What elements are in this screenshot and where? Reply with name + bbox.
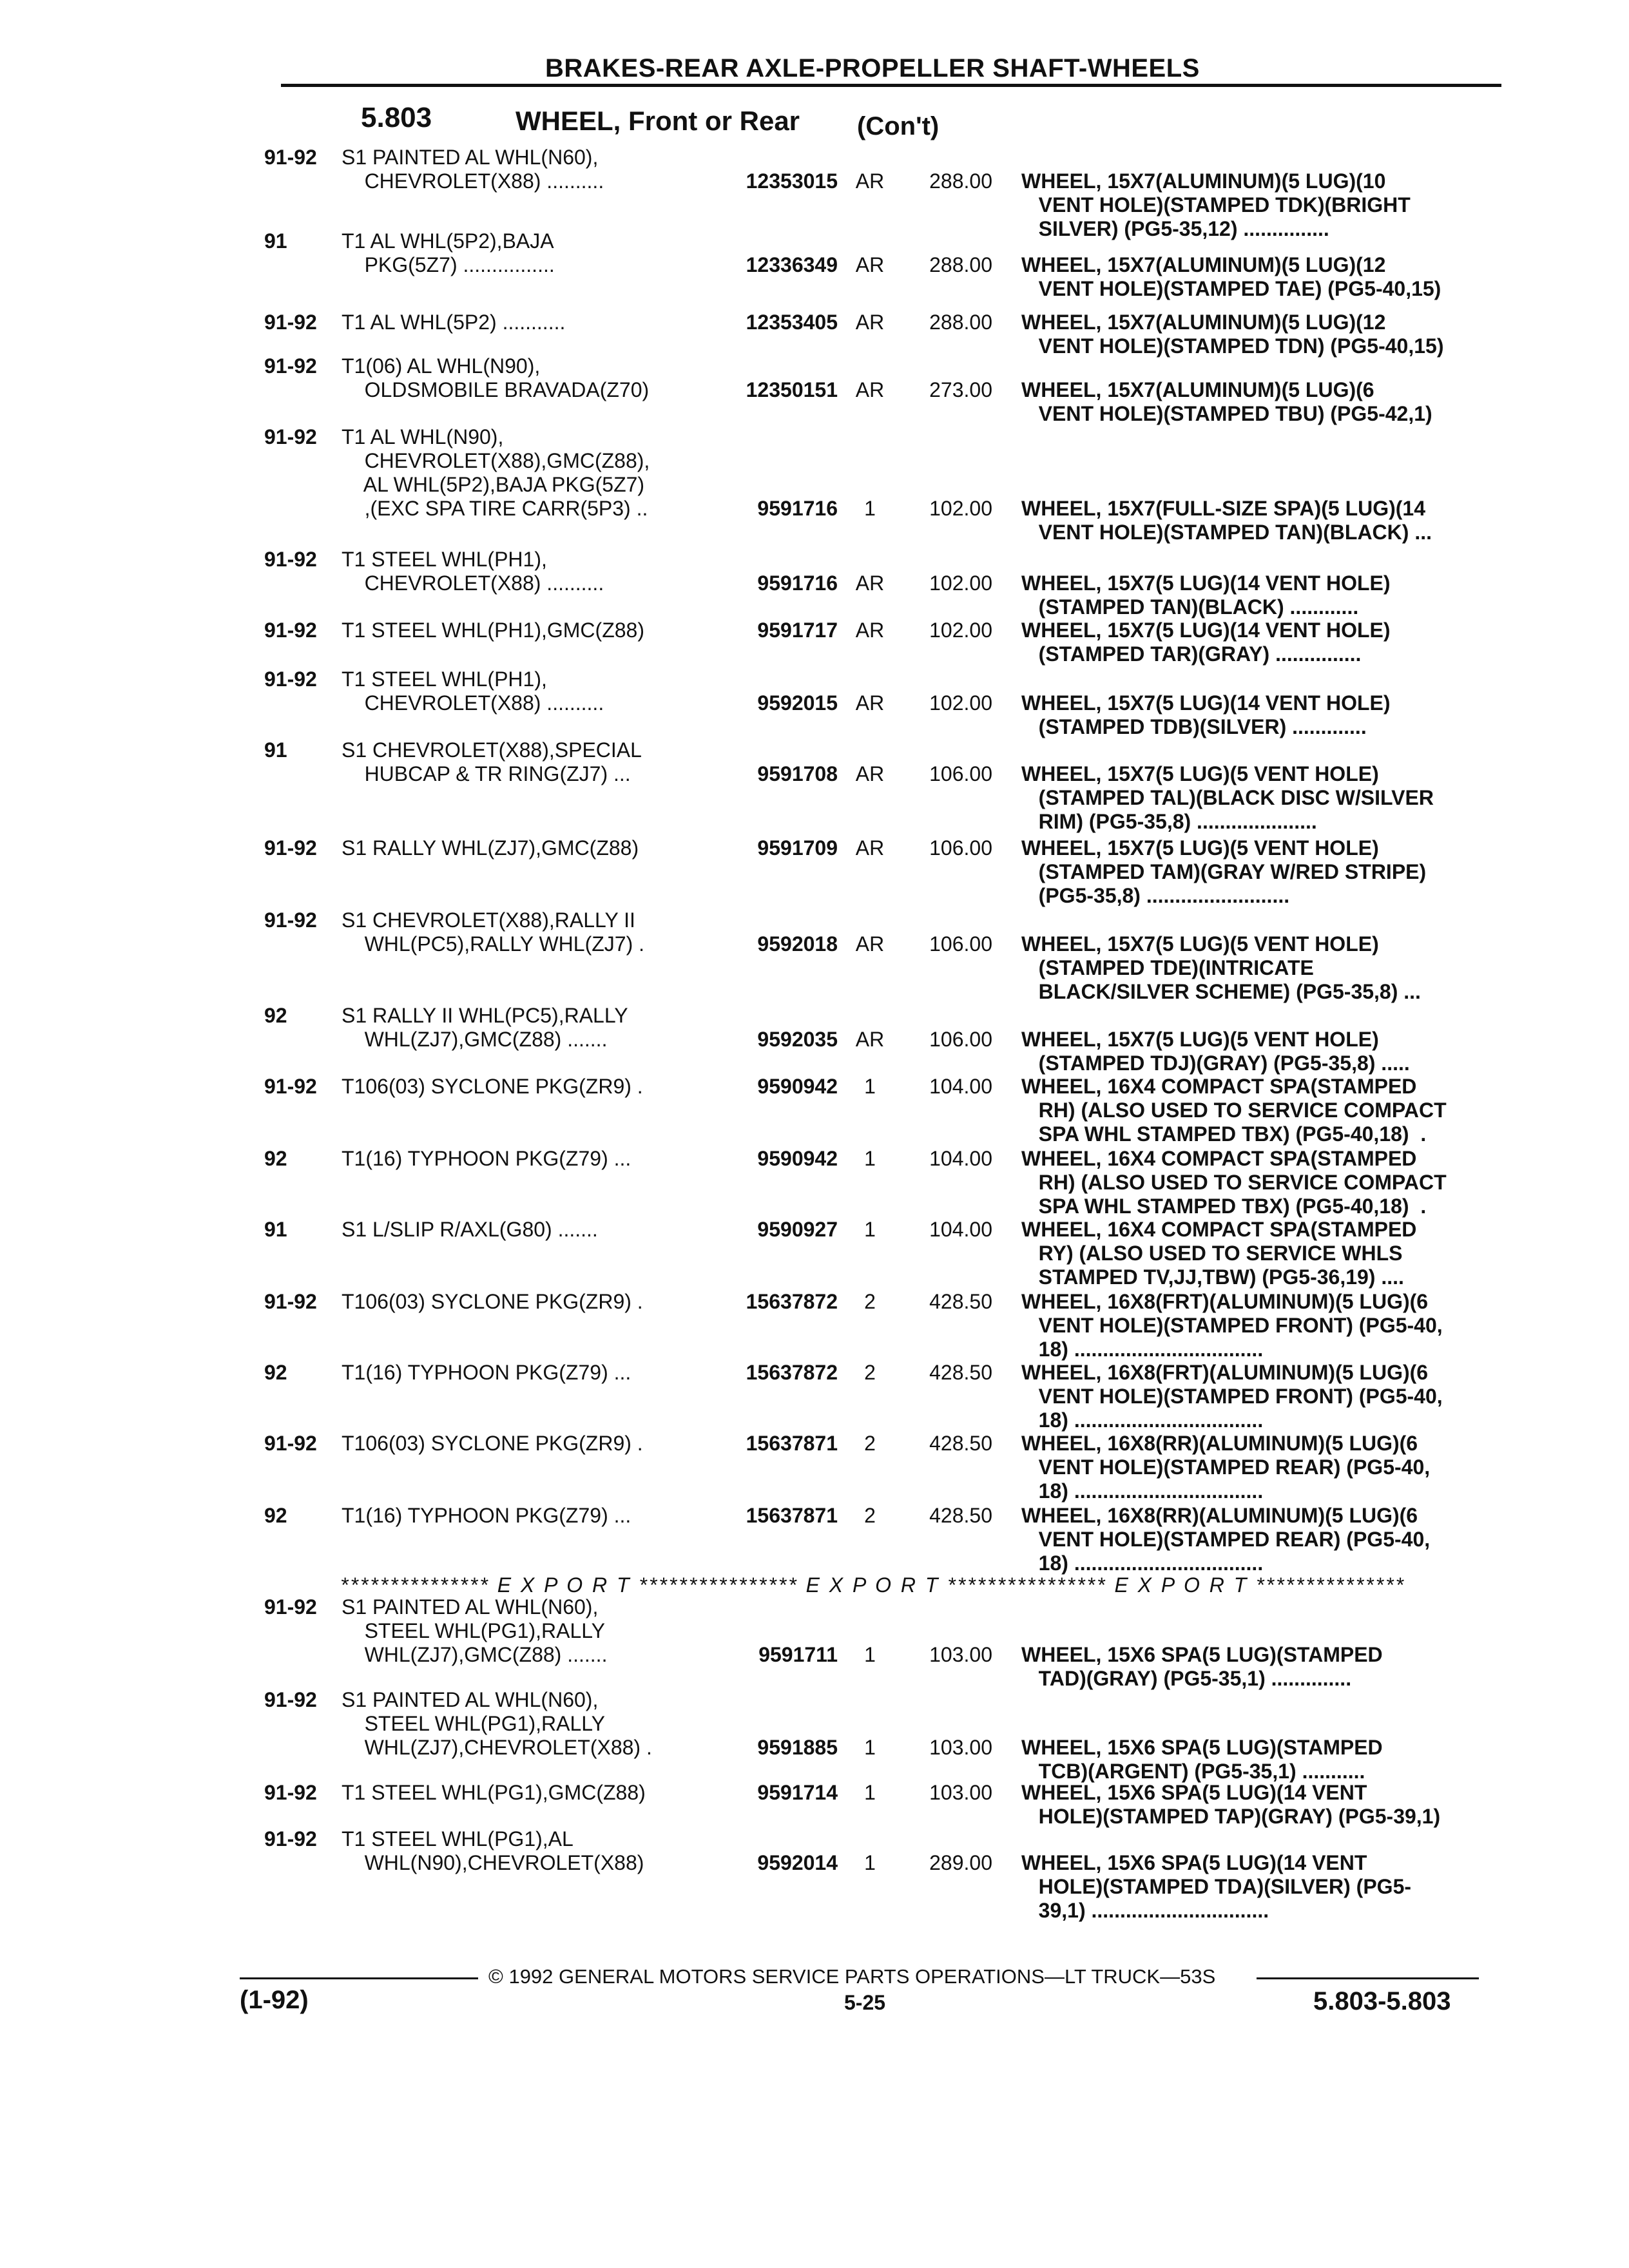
part-description: WHEEL, 16X8(RR)(ALUMINUM)(5 LUG)(6 [1021, 1504, 1418, 1527]
part-description: (STAMPED TDE)(INTRICATE [1021, 956, 1314, 979]
part-number: 9591717 [757, 619, 838, 642]
part-description: VENT HOLE)(STAMPED TAN)(BLACK) ... [1021, 521, 1432, 544]
part-description: WHEEL, 16X8(FRT)(ALUMINUM)(5 LUG)(6 [1021, 1290, 1429, 1313]
part-description: WHEEL, 15X7(5 LUG)(5 VENT HOLE) [1021, 1028, 1379, 1051]
footer-section-ref: 5.803-5.803 [1313, 1987, 1451, 2015]
part-description: WHEEL, 15X7(5 LUG)(5 VENT HOLE) [1021, 762, 1379, 785]
part-description: 18) ................................. [1021, 1552, 1264, 1575]
list-price: 102.00 [929, 572, 992, 595]
part-number: 15637871 [746, 1504, 838, 1527]
quantity: AR [855, 378, 885, 401]
usage-description: T1 AL WHL(5P2),BAJA [342, 229, 554, 253]
usage-description: T1 STEEL WHL(PH1), [342, 548, 547, 571]
table-row [0, 548, 1629, 619]
part-description: WHEEL, 15X7(FULL-SIZE SPA)(5 LUG)(14 [1021, 497, 1426, 520]
part-description: (STAMPED TDJ)(GRAY) (PG5-35,8) ..... [1021, 1052, 1410, 1075]
usage-description: T1 STEEL WHL(PH1),GMC(Z88) [342, 619, 644, 642]
part-number: 15637872 [746, 1290, 838, 1313]
usage-description: S1 CHEVROLET(X88),RALLY II [342, 908, 635, 932]
part-number: 9590942 [757, 1075, 838, 1098]
model-year: 91-92 [264, 311, 317, 334]
table-row [0, 738, 1629, 833]
table-row [0, 1781, 1629, 1829]
part-description: VENT HOLE)(STAMPED TAE) (PG5-40,15) [1021, 277, 1441, 300]
quantity: 1 [864, 1781, 876, 1804]
table-row [0, 1290, 1629, 1361]
quantity: AR [855, 311, 885, 334]
quantity: 1 [864, 1851, 876, 1874]
quantity: AR [855, 932, 885, 956]
list-price: 103.00 [929, 1781, 992, 1804]
quantity: 1 [864, 497, 876, 520]
quantity: 1 [864, 1643, 876, 1666]
table-row [0, 1147, 1629, 1218]
quantity: 1 [864, 1218, 876, 1241]
list-price: 289.00 [929, 1851, 992, 1874]
usage-description: CHEVROLET(X88),GMC(Z88), [342, 449, 650, 472]
part-description: VENT HOLE)(STAMPED FRONT) (PG5-40, [1021, 1314, 1443, 1337]
model-year: 91-92 [264, 1781, 317, 1804]
table-row [0, 1004, 1629, 1075]
header-rule [281, 84, 1501, 87]
part-number: 9591714 [757, 1781, 838, 1804]
part-description: WHEEL, 16X8(RR)(ALUMINUM)(5 LUG)(6 [1021, 1432, 1418, 1455]
list-price: 428.50 [929, 1432, 992, 1455]
model-year: 91-92 [264, 1688, 317, 1711]
list-price: 288.00 [929, 311, 992, 334]
model-year: 91-92 [264, 668, 317, 691]
table-row [0, 1504, 1629, 1575]
table-row [0, 1432, 1629, 1503]
model-year: 91 [264, 1218, 287, 1241]
section-continued: (Con't) [857, 112, 940, 140]
table-row [0, 1218, 1629, 1289]
part-description: HOLE)(STAMPED TAP)(GRAY) (PG5-39,1) [1021, 1805, 1441, 1828]
list-price: 428.50 [929, 1361, 992, 1384]
part-description: RH) (ALSO USED TO SERVICE COMPACT [1021, 1099, 1447, 1122]
list-price: 104.00 [929, 1218, 992, 1241]
model-year: 91-92 [264, 619, 317, 642]
usage-description: T1 AL WHL(N90), [342, 425, 504, 448]
part-number: 9591709 [757, 836, 838, 860]
model-year: 91-92 [264, 1075, 317, 1098]
part-description: VENT HOLE)(STAMPED FRONT) (PG5-40, [1021, 1385, 1443, 1408]
usage-description: T1(16) TYPHOON PKG(Z79) ... [342, 1361, 631, 1384]
part-number: 9591716 [757, 572, 838, 595]
part-description: (STAMPED TAN)(BLACK) ............ [1021, 595, 1359, 619]
footer-date-code: (1-92) [240, 1986, 309, 2014]
part-description: VENT HOLE)(STAMPED TDN) (PG5-40,15) [1021, 334, 1444, 358]
quantity: 1 [864, 1147, 876, 1170]
list-price: 103.00 [929, 1736, 992, 1759]
list-price: 106.00 [929, 932, 992, 956]
usage-description: T106(03) SYCLONE PKG(ZR9) . [342, 1075, 643, 1098]
model-year: 92 [264, 1147, 287, 1170]
quantity: AR [855, 253, 885, 276]
part-description: SILVER) (PG5-35,12) ............... [1021, 217, 1329, 240]
footer-rule-left [240, 1977, 478, 1979]
table-row [0, 146, 1629, 240]
part-description: WHEEL, 15X7(5 LUG)(14 VENT HOLE) [1021, 572, 1391, 595]
table-row [0, 1075, 1629, 1146]
list-price: 102.00 [929, 691, 992, 715]
model-year: 91-92 [264, 1432, 317, 1455]
model-year: 92 [264, 1004, 287, 1027]
part-description: 39,1) ............................... [1021, 1899, 1269, 1922]
table-row [0, 668, 1629, 738]
list-price: 104.00 [929, 1075, 992, 1098]
model-year: 91-92 [264, 548, 317, 571]
list-price: 288.00 [929, 169, 992, 193]
quantity: 1 [864, 1075, 876, 1098]
export-divider: *************** E X P O R T **************** E X P O R T **************** E X P O R T *************** [340, 1573, 1405, 1597]
part-number: 9592014 [757, 1851, 838, 1874]
table-row [0, 1361, 1629, 1432]
part-description: WHEEL, 15X6 SPA(5 LUG)(14 VENT [1021, 1851, 1367, 1874]
part-description: WHEEL, 16X4 COMPACT SPA(STAMPED [1021, 1147, 1417, 1170]
part-description: WHEEL, 15X7(5 LUG)(5 VENT HOLE) [1021, 932, 1379, 956]
model-year: 91-92 [264, 1290, 317, 1313]
table-row [0, 311, 1629, 358]
part-description: WHEEL, 15X7(5 LUG)(14 VENT HOLE) [1021, 691, 1391, 715]
usage-description: T1(16) TYPHOON PKG(Z79) ... [342, 1504, 631, 1527]
list-price: 103.00 [929, 1643, 992, 1666]
part-description: VENT HOLE)(STAMPED TBU) (PG5-42,1) [1021, 402, 1432, 425]
part-description: RIM) (PG5-35,8) ..................... [1021, 810, 1317, 833]
part-description: WHEEL, 15X7(ALUMINUM)(5 LUG)(6 [1021, 378, 1374, 401]
quantity: AR [855, 762, 885, 785]
part-description: VENT HOLE)(STAMPED TDK)(BRIGHT [1021, 193, 1411, 216]
usage-description: HUBCAP & TR RING(ZJ7) ... [342, 762, 631, 785]
part-description: WHEEL, 15X7(ALUMINUM)(5 LUG)(12 [1021, 311, 1386, 334]
section-title: WHEEL, Front or Rear [516, 106, 800, 136]
part-description: WHEEL, 16X8(FRT)(ALUMINUM)(5 LUG)(6 [1021, 1361, 1429, 1384]
part-number: 9590927 [757, 1218, 838, 1241]
part-description: (PG5-35,8) ......................... [1021, 884, 1290, 907]
table-row [0, 619, 1629, 666]
part-description: WHEEL, 15X7(5 LUG)(14 VENT HOLE) [1021, 619, 1391, 642]
part-description: STAMPED TV,JJ,TBW) (PG5-36,19) .... [1021, 1265, 1404, 1289]
list-price: 428.50 [929, 1504, 992, 1527]
part-description: (STAMPED TAM)(GRAY W/RED STRIPE) [1021, 860, 1427, 883]
usage-description: S1 RALLY II WHL(PC5),RALLY [342, 1004, 628, 1027]
model-year: 91-92 [264, 1595, 317, 1619]
usage-description: S1 L/SLIP R/AXL(G80) ....... [342, 1218, 598, 1241]
usage-description: CHEVROLET(X88) .......... [342, 572, 604, 595]
usage-description: WHL(PC5),RALLY WHL(ZJ7) . [342, 932, 644, 956]
part-number: 12353015 [746, 169, 838, 193]
part-description: WHEEL, 15X7(ALUMINUM)(5 LUG)(12 [1021, 253, 1386, 276]
model-year: 91 [264, 229, 287, 253]
part-number: 15637872 [746, 1361, 838, 1384]
quantity: 1 [864, 1736, 876, 1759]
part-description: (STAMPED TAL)(BLACK DISC W/SILVER [1021, 786, 1434, 809]
model-year: 91-92 [264, 836, 317, 860]
part-number: 9591885 [757, 1736, 838, 1759]
part-number: 12353405 [746, 311, 838, 334]
list-price: 104.00 [929, 1147, 992, 1170]
part-number: 9591716 [757, 497, 838, 520]
part-description: BLACK/SILVER SCHEME) (PG5-35,8) ... [1021, 980, 1421, 1003]
table-row [0, 425, 1629, 544]
usage-description: WHL(N90),CHEVROLET(X88) [342, 1851, 644, 1874]
footer-page-number: 5-25 [844, 1991, 886, 2014]
usage-description: S1 PAINTED AL WHL(N60), [342, 1688, 599, 1711]
quantity: AR [855, 169, 885, 193]
usage-description: S1 CHEVROLET(X88),SPECIAL [342, 738, 642, 762]
table-row [0, 229, 1629, 300]
section-number: 5.803 [361, 102, 432, 133]
quantity: AR [855, 572, 885, 595]
part-number: 9592015 [757, 691, 838, 715]
usage-description: PKG(5Z7) ................ [342, 253, 555, 276]
list-price: 428.50 [929, 1290, 992, 1313]
quantity: AR [855, 836, 885, 860]
quantity: AR [855, 691, 885, 715]
model-year: 91-92 [264, 425, 317, 448]
part-number: 9590942 [757, 1147, 838, 1170]
usage-description: WHL(ZJ7),CHEVROLET(X88) . [342, 1736, 652, 1759]
table-row [0, 908, 1629, 1003]
part-description: VENT HOLE)(STAMPED REAR) (PG5-40, [1021, 1456, 1431, 1479]
list-price: 273.00 [929, 378, 992, 401]
quantity: 2 [864, 1432, 876, 1455]
part-description: WHEEL, 16X4 COMPACT SPA(STAMPED [1021, 1075, 1417, 1098]
usage-description: T106(03) SYCLONE PKG(ZR9) . [342, 1432, 643, 1455]
usage-description: T106(03) SYCLONE PKG(ZR9) . [342, 1290, 643, 1313]
part-number: 9592018 [757, 932, 838, 956]
part-description: SPA WHL STAMPED TBX) (PG5-40,18) . [1021, 1122, 1427, 1146]
model-year: 92 [264, 1504, 287, 1527]
part-description: 18) ................................. [1021, 1479, 1264, 1503]
part-number: 12350151 [746, 378, 838, 401]
usage-description: T1 STEEL WHL(PG1),GMC(Z88) [342, 1781, 646, 1804]
usage-description: ,(EXC SPA TIRE CARR(5P3) .. [342, 497, 648, 520]
part-description: RY) (ALSO USED TO SERVICE WHLS [1021, 1242, 1403, 1265]
part-description: (STAMPED TDB)(SILVER) ............. [1021, 715, 1367, 738]
part-description: WHEEL, 15X6 SPA(5 LUG)(STAMPED [1021, 1643, 1383, 1666]
part-description: RH) (ALSO USED TO SERVICE COMPACT [1021, 1171, 1447, 1194]
model-year: 91-92 [264, 908, 317, 932]
usage-description: CHEVROLET(X88) .......... [342, 169, 604, 193]
model-year: 92 [264, 1361, 287, 1384]
part-description: 18) ................................. [1021, 1338, 1264, 1361]
list-price: 106.00 [929, 762, 992, 785]
part-description: WHEEL, 16X4 COMPACT SPA(STAMPED [1021, 1218, 1417, 1241]
part-number: 15637871 [746, 1432, 838, 1455]
part-description: WHEEL, 15X7(ALUMINUM)(5 LUG)(10 [1021, 169, 1386, 193]
part-number: 9592035 [757, 1028, 838, 1051]
list-price: 102.00 [929, 497, 992, 520]
part-description: WHEEL, 15X6 SPA(5 LUG)(14 VENT [1021, 1781, 1367, 1804]
list-price: 106.00 [929, 836, 992, 860]
part-description: 18) ................................. [1021, 1408, 1264, 1432]
part-description: (STAMPED TAR)(GRAY) ............... [1021, 642, 1362, 666]
part-description: TCB)(ARGENT) (PG5-35,1) ........... [1021, 1760, 1365, 1783]
quantity: 2 [864, 1290, 876, 1313]
list-price: 288.00 [929, 253, 992, 276]
table-row [0, 1688, 1629, 1783]
quantity: AR [855, 619, 885, 642]
footer-rule-right [1257, 1977, 1479, 1979]
usage-description: STEEL WHL(PG1),RALLY [342, 1712, 605, 1735]
table-row [0, 1827, 1629, 1922]
page-header-title: BRAKES-REAR AXLE-PROPELLER SHAFT-WHEELS [545, 54, 1200, 82]
quantity: 2 [864, 1504, 876, 1527]
part-number: 12336349 [746, 253, 838, 276]
part-number: 9591711 [758, 1643, 838, 1666]
quantity: 2 [864, 1361, 876, 1384]
usage-description: T1(06) AL WHL(N90), [342, 354, 541, 378]
usage-description: T1 STEEL WHL(PG1),AL [342, 1827, 574, 1850]
usage-description: S1 RALLY WHL(ZJ7),GMC(Z88) [342, 836, 639, 860]
usage-description: S1 PAINTED AL WHL(N60), [342, 146, 599, 169]
model-year: 91-92 [264, 354, 317, 378]
part-description: HOLE)(STAMPED TDA)(SILVER) (PG5- [1021, 1875, 1412, 1898]
usage-description: AL WHL(5P2),BAJA PKG(5Z7) [342, 473, 645, 496]
usage-description: OLDSMOBILE BRAVADA(Z70) [342, 378, 650, 401]
part-description: SPA WHL STAMPED TBX) (PG5-40,18) . [1021, 1195, 1427, 1218]
part-description: WHEEL, 15X7(5 LUG)(5 VENT HOLE) [1021, 836, 1379, 860]
model-year: 91-92 [264, 1827, 317, 1850]
part-description: VENT HOLE)(STAMPED REAR) (PG5-40, [1021, 1528, 1431, 1551]
table-row [0, 1595, 1629, 1690]
model-year: 91 [264, 738, 287, 762]
model-year: 91-92 [264, 146, 317, 169]
usage-description: T1 AL WHL(5P2) ........... [342, 311, 566, 334]
usage-description: CHEVROLET(X88) .......... [342, 691, 604, 715]
part-number: 9591708 [757, 762, 838, 785]
list-price: 102.00 [929, 619, 992, 642]
usage-description: STEEL WHL(PG1),RALLY [342, 1619, 605, 1642]
list-price: 106.00 [929, 1028, 992, 1051]
part-description: TAD)(GRAY) (PG5-35,1) .............. [1021, 1667, 1352, 1690]
usage-description: WHL(ZJ7),GMC(Z88) ....... [342, 1643, 608, 1666]
footer-copyright: © 1992 GENERAL MOTORS SERVICE PARTS OPERATIONS—LT TRUCK—53S [488, 1965, 1216, 1988]
usage-description: WHL(ZJ7),GMC(Z88) ....... [342, 1028, 608, 1051]
table-row [0, 836, 1629, 908]
usage-description: T1 STEEL WHL(PH1), [342, 668, 547, 691]
usage-description: S1 PAINTED AL WHL(N60), [342, 1595, 599, 1619]
table-row [0, 354, 1629, 425]
quantity: AR [855, 1028, 885, 1051]
part-description: WHEEL, 15X6 SPA(5 LUG)(STAMPED [1021, 1736, 1383, 1759]
usage-description: T1(16) TYPHOON PKG(Z79) ... [342, 1147, 631, 1170]
